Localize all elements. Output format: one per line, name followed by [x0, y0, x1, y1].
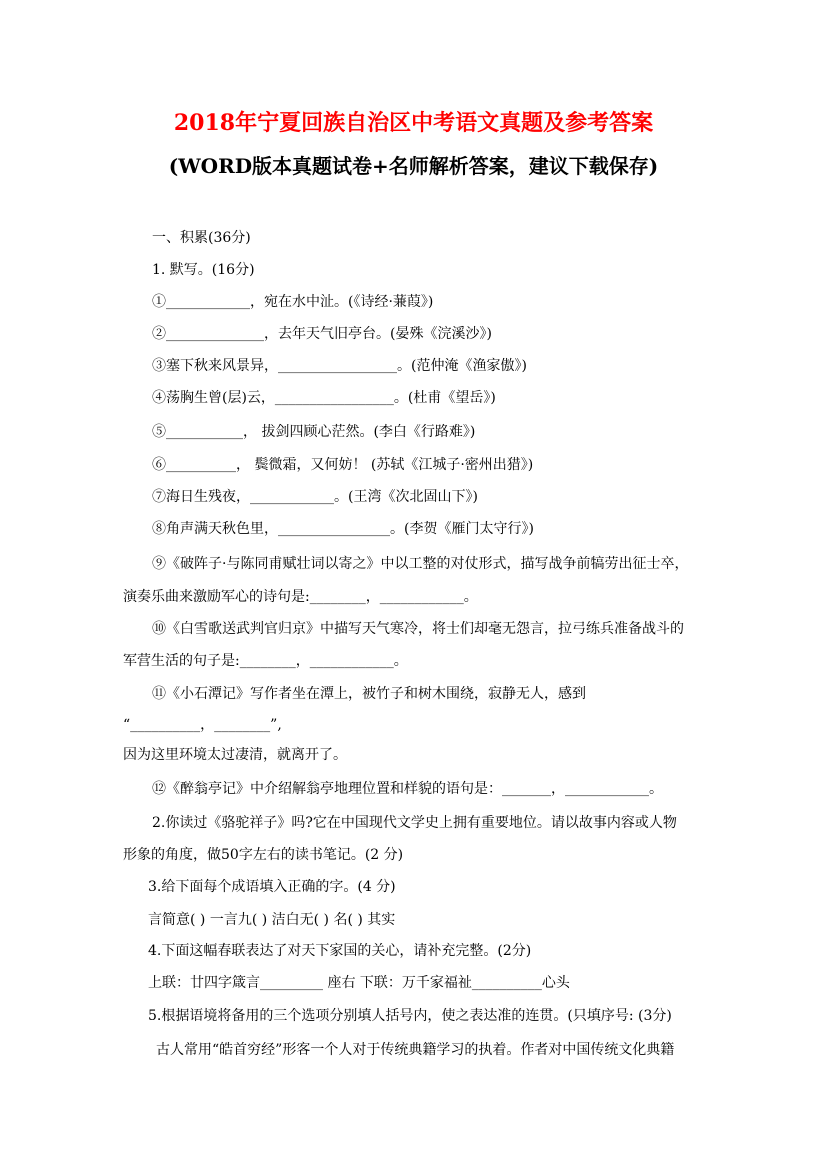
section-heading: 一、积累(36分): [152, 230, 251, 246]
question-line: 军营生活的句子是:________，____________。: [123, 653, 408, 669]
question-line: ⑧角声满天秋色里，________________。(李贺《雁门太守行》): [152, 521, 534, 537]
question-line: ③塞下秋来风景异，_________________。(范仲淹《渔家傲》): [152, 358, 527, 374]
document-title: 2018年宁夏回族自治区中考语文真题及参考答案: [173, 110, 654, 136]
question-line: ⑦海日生残夜，____________。(王湾《次北固山下》): [152, 489, 478, 505]
question-4-heading: 4.下面这幅春联表达了对天下家国的关心，请补充完整。(2分): [148, 943, 532, 959]
question-line: ①____________，宛在水中沚。(《诗经·蒹葭》): [152, 294, 434, 310]
question-5-heading: 5.根据语境将备用的三个选项分别填人括号内，使之表达准的连贯。(只填序号: (3分): [148, 1008, 672, 1024]
question-4-line: 上联：廿四字箴言_________ 座右 下联：万千家福祉__________心头: [148, 975, 570, 991]
question-line: 因为这里环境太过凄清，就离开了。: [123, 747, 347, 763]
question-line: ⑫《醉翁亭记》中介绍解翁亭地理位置和样貌的语句是：_______，____________。: [152, 781, 663, 797]
question-2-line: 形象的角度，做50字左右的读书笔记。(2 分): [123, 847, 404, 863]
question-1-heading: 1. 默写。(16分): [152, 262, 255, 278]
question-line: ④荡胸生曾(层)云，_________________。(杜甫《望岳》): [152, 390, 496, 406]
question-line: ⑤___________， 拔剑四顾心茫然。(李白《行路难》): [152, 424, 476, 440]
document-subtitle: (WORD版本真题试卷+名师解析答案，建议下载保存): [168, 154, 659, 178]
question-3-line: 言简意( ) 一言九( ) 洁白无( ) 名( ) 其实: [148, 912, 396, 928]
question-line: ⑩《白雪歌送武判官归京》中描写天气寒冷，将士们却毫无怨言，拉弓练兵准备战斗的: [152, 621, 684, 637]
question-3-heading: 3.给下面每个成语填入正确的字。(4 分): [148, 879, 396, 895]
question-line: 演奏乐曲来激励军心的诗句是:________，____________。: [123, 589, 478, 605]
question-line: ⑨《破阵子·与陈同甫赋壮词以寄之》中以工整的对仗形式，描写战争前犒劳出征士卒，: [152, 556, 689, 572]
question-2-line: 2.你读过《骆驼祥子》吗?它在中国现代文学史上拥有重要地位。请以故事内容或人物: [152, 815, 677, 831]
question-line: ②______________，去年天气旧亭台。(晏殊《浣溪沙》): [152, 326, 492, 342]
question-line: ⑪《小石潭记》写作者坐在潭上，被竹子和树木围绕，寂静无人，感到: [152, 686, 586, 702]
question-line: ⑥__________， 鬓微霜，又何妨！ (苏轼《江城子·密州出猎》): [152, 457, 534, 473]
question-5-line: 古人常用“皓首穷经”形客一个人对于传统典籍学习的执着。作者对中国传统文化典籍: [156, 1042, 675, 1058]
question-line: “__________，________”,: [123, 717, 282, 733]
